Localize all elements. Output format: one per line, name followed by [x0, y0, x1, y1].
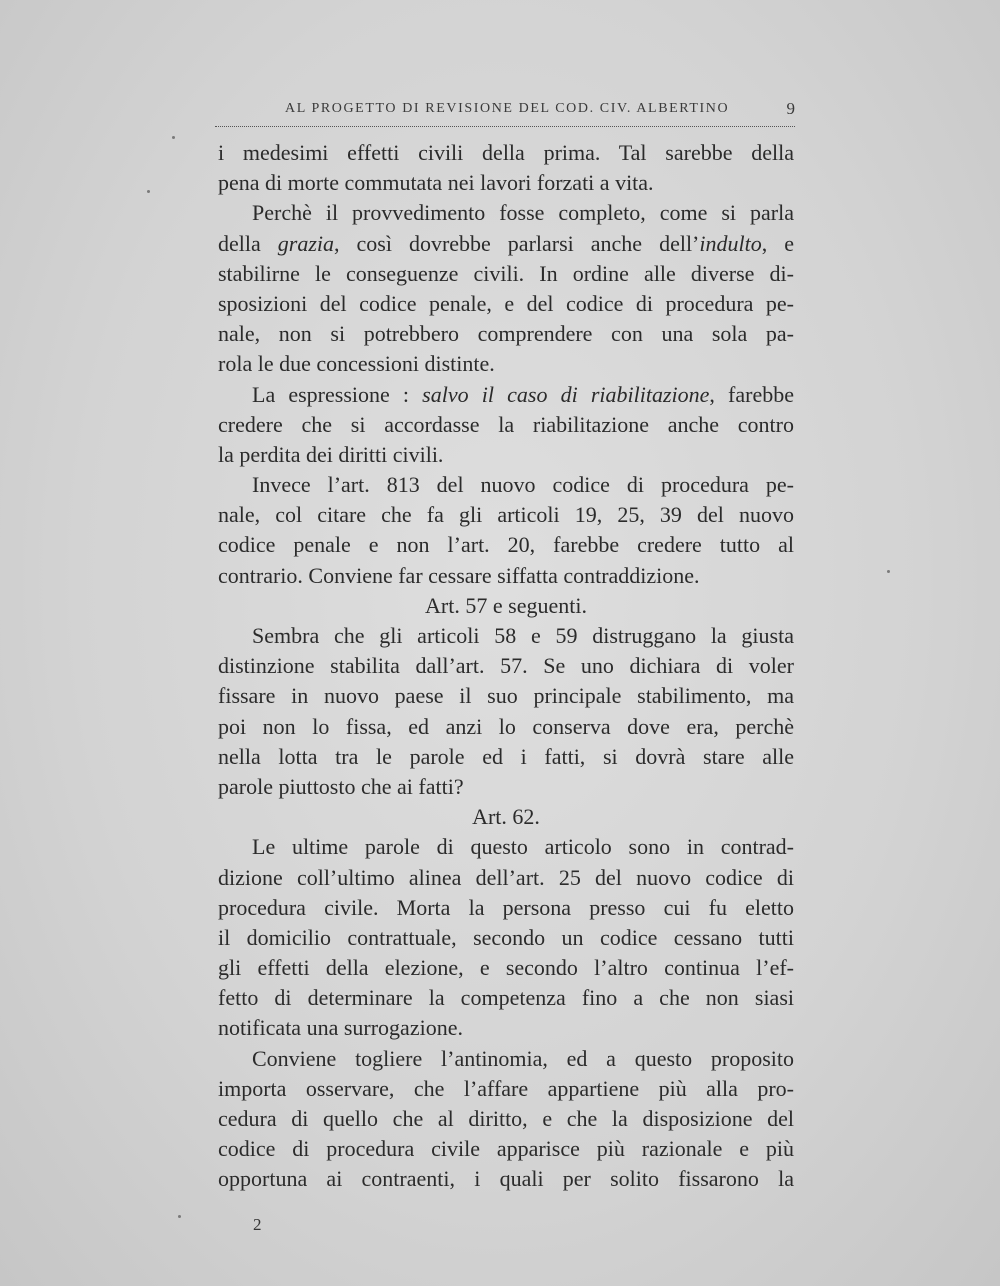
text-line: credere che si accordasse la riabilitazione anche contro: [218, 411, 794, 437]
text-line: procedura civile. Morta la persona presso cui fu eletto: [218, 894, 794, 920]
text-line: nella lotta tra le parole ed i fatti, si dovrà stare alle: [218, 743, 794, 769]
page-number: 9: [786, 99, 795, 118]
text-line: cedura di quello che al diritto, e che la disposizione del: [218, 1106, 794, 1131]
text-line: opportuna ai contraenti, i quali per solito fissarono la: [218, 1166, 794, 1192]
text-line: pena di morte commutata nei lavori forzati a vita.: [218, 170, 654, 196]
text-line: Perchè il provvedimento fosse completo, come si parla: [252, 200, 794, 226]
italic-term: indulto: [699, 230, 762, 256]
running-title: AL PROGETTO DI REVISIONE DEL COD. CIV. ALBERTINO: [285, 101, 730, 116]
italic-term: salvo il caso di riabilitazione: [422, 381, 710, 407]
header-rule: [215, 126, 795, 127]
running-head: [215, 101, 795, 125]
text-line: il domicilio contrattuale, secondo un codice cessano tutti: [218, 924, 794, 950]
text-line: stabilirne le conseguenze civili. In ordine alle diverse di-: [218, 260, 794, 286]
text-line: Invece l’art. 813 del nuovo codice di procedura pe-: [252, 472, 794, 498]
text-line: della grazia, così dovrebbe parlarsi anche dell’indulto, e: [218, 230, 794, 256]
text-line: la perdita dei diritti civili.: [218, 441, 444, 467]
text-line: nale, col citare che fa gli articoli 19, 25, 39 del nuovo: [218, 502, 794, 528]
text-line: i medesimi effetti civili della prima. Tal sarebbe della: [218, 140, 794, 165]
text-line: importa osservare, che l’affare appartiene più alla pro-: [218, 1075, 794, 1101]
italic-term: grazia: [277, 230, 335, 256]
text-line: dizione coll’ultimo alinea dell’art. 25 del nuovo codice di: [218, 864, 794, 890]
section-heading: Art. 57 e seguenti.: [425, 592, 587, 618]
text-line: parole piuttosto che ai fatti?: [218, 773, 464, 799]
body-text: [218, 138, 794, 1195]
text-line: Sembra che gli articoli 58 e 59 distruggano la giusta: [252, 623, 794, 648]
text-line: Le ultime parole di questo articolo sono in contrad-: [252, 834, 794, 860]
section-heading: Art. 62.: [472, 804, 540, 830]
signature-mark: 2: [253, 1215, 262, 1234]
paper-speck: [147, 190, 150, 193]
text-line: La espressione : salvo il caso di riabilitazione, farebbe: [252, 381, 794, 407]
text-line: notificata una surrogazione.: [218, 1015, 463, 1041]
text-line: distinzione stabilita dall’art. 57. Se uno dichiara di voler: [218, 653, 794, 679]
text-line: fissare in nuovo paese il suo principale stabilimento, ma: [218, 683, 794, 709]
text-line: poi non lo fissa, ed anzi lo conserva dove era, perchè: [218, 713, 794, 739]
paper-speck: [172, 136, 175, 139]
paper-speck: [178, 1215, 181, 1218]
paper-speck: [887, 570, 890, 573]
text-line: rola le due concessioni distinte.: [218, 351, 495, 377]
text-line: gli effetti della elezione, e secondo l’altro continua l’ef-: [218, 955, 794, 981]
text-line: Conviene togliere l’antinomia, ed a questo proposito: [252, 1045, 794, 1071]
text-line: fetto di determinare la competenza fino a che non siasi: [218, 985, 794, 1011]
text-line: contrario. Conviene far cessare siffatta contraddizione.: [218, 562, 700, 588]
text-line: codice di procedura civile apparisce più razionale e più: [218, 1136, 794, 1162]
text-line: codice penale e non l’art. 20, farebbe credere tutto al: [218, 532, 794, 558]
text-line: sposizioni del codice penale, e del codice di procedura pe-: [218, 290, 794, 316]
text-line: nale, non si potrebbero comprendere con una sola pa-: [218, 321, 794, 347]
